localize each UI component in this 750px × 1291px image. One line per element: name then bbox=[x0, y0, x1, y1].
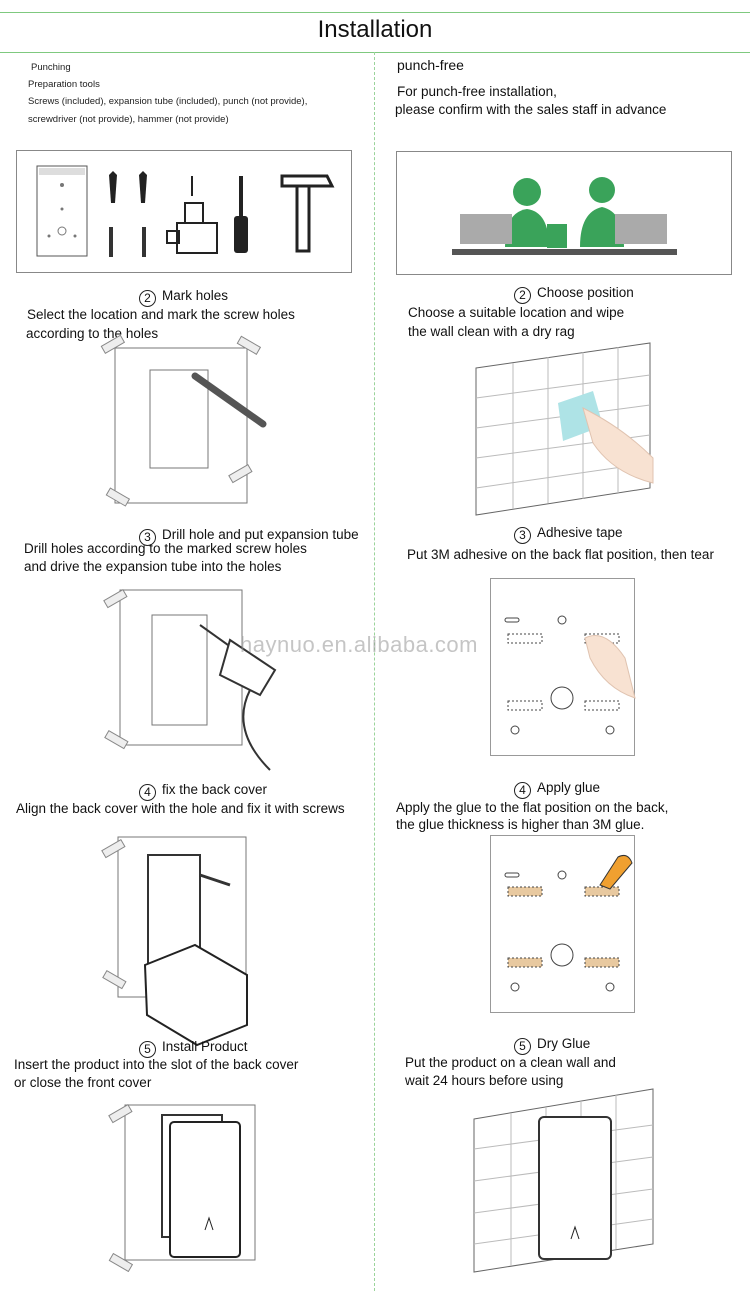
step-number-badge: 5 bbox=[139, 1041, 156, 1058]
right-step-4-title bbox=[514, 780, 600, 799]
left-step-3-line-2: and drive the expansion tube into the holes bbox=[24, 559, 282, 574]
right-step-3-title bbox=[514, 525, 623, 544]
step-number-badge: 5 bbox=[514, 1038, 531, 1055]
punch-free-heading: punch-free bbox=[397, 57, 464, 73]
left-step-4-label: fix the back cover bbox=[162, 782, 268, 797]
left-step-2-label: Mark holes bbox=[162, 288, 229, 303]
sales-staff-illustration bbox=[396, 151, 732, 275]
punching-heading: Punching bbox=[31, 62, 71, 73]
tools-line-2: screwdriver (not provide), hammer (not provide) bbox=[28, 114, 229, 125]
punch-free-line-1: For punch-free installation, bbox=[397, 84, 557, 99]
right-step-4-label: Apply glue bbox=[537, 780, 601, 795]
column-divider bbox=[374, 52, 375, 1291]
adhesive-tape-illustration bbox=[490, 578, 636, 758]
left-step-5-title bbox=[139, 1039, 248, 1058]
left-step-5-line-1: Insert the product into the slot of the back cover bbox=[14, 1057, 299, 1072]
right-step-2-line-2: the wall clean with a dry rag bbox=[408, 324, 575, 339]
header-divider bbox=[0, 52, 750, 53]
left-step-4-title bbox=[139, 782, 267, 801]
wipe-wall-illustration bbox=[473, 343, 653, 518]
right-step-5-label: Dry Glue bbox=[537, 1036, 591, 1051]
install-product-illustration bbox=[110, 1090, 280, 1280]
step-number-badge: 2 bbox=[139, 290, 156, 307]
tools-line-1: Screws (included), expansion tube (included), punch (not provide), bbox=[28, 96, 308, 107]
tools-label: Preparation tools bbox=[28, 79, 100, 90]
left-step-3-line-1: Drill holes according to the marked screw holes bbox=[24, 541, 307, 556]
back-cover-illustration bbox=[100, 825, 280, 1035]
page-title: Installation bbox=[317, 16, 433, 43]
step-number-badge: 3 bbox=[139, 529, 156, 546]
staff-icons bbox=[397, 152, 731, 274]
top-border-line bbox=[0, 12, 750, 13]
right-step-5-line-2: wait 24 hours before using bbox=[405, 1073, 564, 1088]
left-step-2-line-2: according to the holes bbox=[26, 326, 159, 341]
right-step-5-title bbox=[514, 1036, 590, 1055]
mark-holes-illustration bbox=[105, 340, 275, 510]
right-step-2-label: Choose position bbox=[537, 285, 634, 300]
right-step-3-line-1: Put 3M adhesive on the back flat position, then tear bbox=[407, 547, 714, 562]
watermark-text: haynuo.en.alibaba.com bbox=[240, 632, 478, 657]
left-step-2-line-1: Select the location and mark the screw holes bbox=[27, 307, 295, 322]
right-step-4-line-2: the glue thickness is higher than 3M glue. bbox=[396, 817, 645, 832]
right-step-3-label: Adhesive tape bbox=[537, 525, 623, 540]
step-number-badge: 4 bbox=[139, 784, 156, 801]
tools-icons bbox=[17, 151, 351, 272]
right-step-2-title bbox=[514, 285, 634, 304]
left-step-5-label: Install Product bbox=[162, 1039, 248, 1054]
left-step-5-line-2: or close the front cover bbox=[14, 1075, 152, 1090]
right-step-2-line-1: Choose a suitable location and wipe bbox=[408, 305, 625, 320]
drill-illustration bbox=[100, 585, 280, 775]
step-number-badge: 4 bbox=[514, 782, 531, 799]
apply-glue-illustration bbox=[490, 835, 636, 1015]
right-step-4-line-1: Apply the glue to the flat position on the back, bbox=[396, 800, 669, 815]
dry-glue-illustration bbox=[471, 1089, 655, 1274]
step-number-badge: 2 bbox=[514, 287, 531, 304]
punch-free-line-2: please confirm with the sales staff in advance bbox=[395, 102, 667, 117]
left-step-3-label: Drill hole and put expansion tube bbox=[162, 527, 359, 542]
left-step-2-title bbox=[139, 288, 228, 307]
left-step-4-line-1: Align the back cover with the hole and fix it with screws bbox=[16, 801, 345, 816]
step-number-badge: 3 bbox=[514, 527, 531, 544]
right-step-5-line-1: Put the product on a clean wall and bbox=[405, 1055, 616, 1070]
tools-illustration bbox=[16, 150, 352, 273]
